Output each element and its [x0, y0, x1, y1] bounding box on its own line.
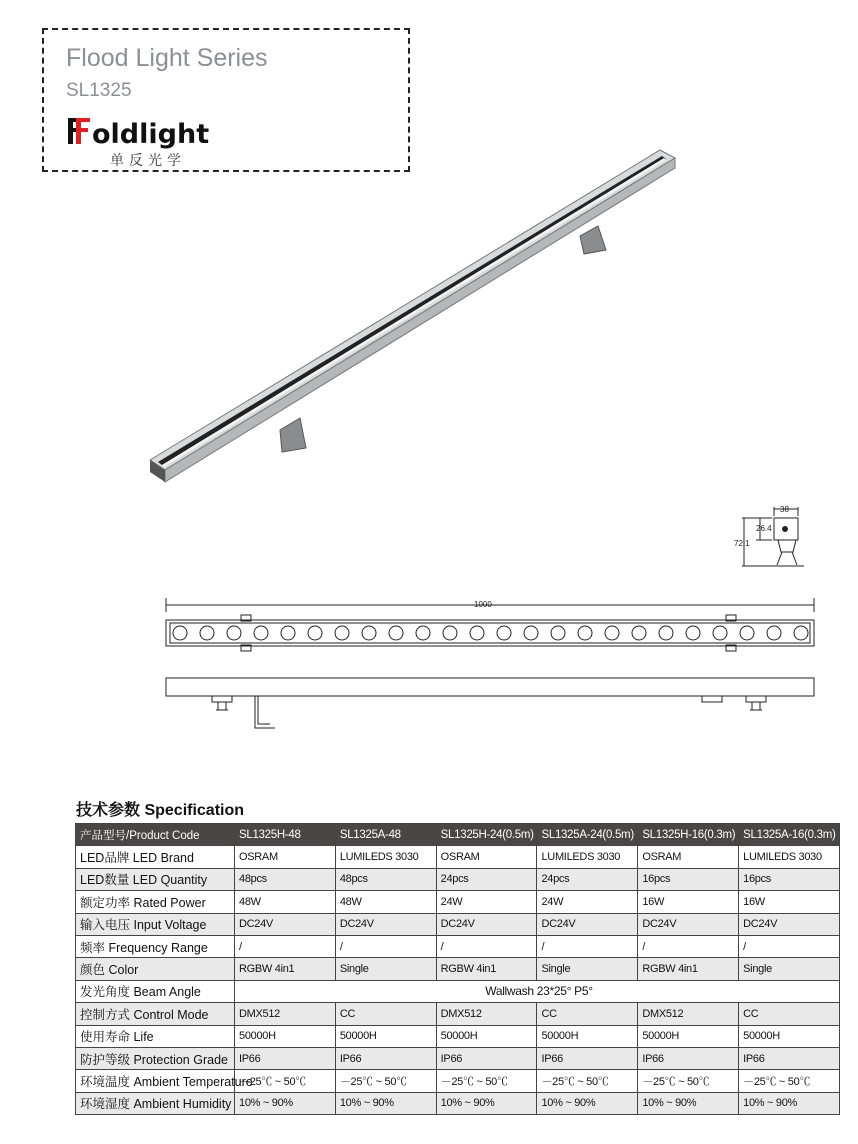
table-row — [76, 913, 840, 935]
value-cell: IP66 — [638, 1047, 739, 1069]
value-cell: / — [739, 935, 840, 957]
led-circle — [659, 626, 673, 640]
value-cell: 24W — [537, 891, 638, 913]
value-cell: 48W — [235, 891, 336, 913]
value-cell: IP66 — [335, 1047, 436, 1069]
value-cell: 16W — [739, 891, 840, 913]
value-cell: RGBW 4in1 — [638, 958, 739, 980]
model-code: SL1325 — [66, 80, 132, 101]
value-cell: 50000H — [436, 1025, 537, 1047]
value-cell: －25℃ ~ 50℃ — [335, 1070, 436, 1092]
value-cell: DC24V — [739, 913, 840, 935]
model-code-cell: SL1325A-24(0.5m) — [537, 824, 638, 846]
led-circle — [740, 626, 754, 640]
value-cell: / — [638, 935, 739, 957]
value-cell: OSRAM — [436, 846, 537, 868]
led-circle — [443, 626, 457, 640]
row-label: 额定功率 Rated Power — [76, 891, 235, 913]
led-circle — [254, 626, 268, 640]
logo-chinese: 单反光学 — [110, 152, 186, 168]
value-cell: 48pcs — [235, 868, 336, 890]
value-cell: DC24V — [235, 913, 336, 935]
led-circle — [686, 626, 700, 640]
model-code-cell: SL1325H-24(0.5m) — [436, 824, 537, 846]
row-label: 频率 Frequency Range — [76, 935, 235, 957]
row-label: 防护等级 Protection Grade — [76, 1047, 235, 1069]
value-cell: / — [436, 935, 537, 957]
row-label: 发光角度 Beam Angle — [76, 980, 235, 1002]
led-circle — [524, 626, 538, 640]
table-row — [76, 1025, 840, 1047]
value-cell: －25℃ ~ 50℃ — [537, 1070, 638, 1092]
led-circle — [227, 626, 241, 640]
value-cell: IP66 — [537, 1047, 638, 1069]
value-cell: 24pcs — [537, 868, 638, 890]
led-circle — [200, 626, 214, 640]
row-label: LED数量 LED Quantity — [76, 868, 235, 890]
product-render — [150, 150, 675, 482]
value-cell: 50000H — [335, 1025, 436, 1047]
value-cell: OSRAM — [638, 846, 739, 868]
led-circle — [632, 626, 646, 640]
table-header-row — [76, 824, 840, 846]
value-cell: 50000H — [638, 1025, 739, 1047]
led-circle — [470, 626, 484, 640]
value-cell: 50000H — [235, 1025, 336, 1047]
model-code-cell: SL1325A-16(0.3m) — [739, 824, 840, 846]
value-cell: CC — [335, 1003, 436, 1025]
value-cell: DC24V — [638, 913, 739, 935]
value-cell: 10% ~ 90% — [537, 1092, 638, 1114]
led-circle — [173, 626, 187, 640]
front-view-drawing — [166, 598, 814, 651]
led-circle — [605, 626, 619, 640]
value-cell: / — [335, 935, 436, 957]
value-cell: LUMILEDS 3030 — [739, 846, 840, 868]
table-row — [76, 1047, 840, 1069]
value-cell: 10% ~ 90% — [436, 1092, 537, 1114]
led-circle — [578, 626, 592, 640]
table-row — [76, 1003, 840, 1025]
table-row — [76, 935, 840, 957]
value-cell: DMX512 — [638, 1003, 739, 1025]
series-title: Flood Light Series — [66, 44, 268, 72]
row-label: LED品牌 LED Brand — [76, 846, 235, 868]
model-code-cell: SL1325H-48 — [235, 824, 336, 846]
value-cell: Single — [335, 958, 436, 980]
led-circle — [389, 626, 403, 640]
led-circle — [497, 626, 511, 640]
row-label: 环境湿度 Ambient Humidity — [76, 1092, 235, 1114]
value-cell: 10% ~ 90% — [739, 1092, 840, 1114]
value-cell: 24W — [436, 891, 537, 913]
value-cell: Single — [739, 958, 840, 980]
value-cell: DC24V — [537, 913, 638, 935]
row-label: 使用寿命 Life — [76, 1025, 235, 1047]
value-cell: Single — [537, 958, 638, 980]
row-label: 控制方式 Control Mode — [76, 1003, 235, 1025]
value-cell: CC — [537, 1003, 638, 1025]
row-label: 颜色 Color — [76, 958, 235, 980]
header-label: 产品型号/Product Code — [76, 824, 235, 846]
value-cell: DMX512 — [235, 1003, 336, 1025]
led-circle — [335, 626, 349, 640]
value-cell: CC — [739, 1003, 840, 1025]
svg-text:oldlight: oldlight — [92, 119, 210, 150]
led-circle — [794, 626, 808, 640]
value-cell: OSRAM — [235, 846, 336, 868]
table-row — [76, 846, 840, 868]
table-row — [76, 891, 840, 913]
row-label: 输入电压 Input Voltage — [76, 913, 235, 935]
value-cell: IP66 — [235, 1047, 336, 1069]
svg-text:26.4: 26.4 — [756, 524, 772, 533]
value-cell: 16pcs — [638, 868, 739, 890]
value-cell: －25℃ ~ 50℃ — [739, 1070, 840, 1092]
value-cell: 10% ~ 90% — [335, 1092, 436, 1114]
table-row — [76, 980, 840, 1002]
value-cell: －25℃ ~ 50℃ — [436, 1070, 537, 1092]
value-cell: DC24V — [335, 913, 436, 935]
value-cell: －25℃ ~ 50℃ — [638, 1070, 739, 1092]
value-cell: DMX512 — [436, 1003, 537, 1025]
spec-title: 技术参数 Specification — [76, 802, 245, 819]
value-cell: IP66 — [739, 1047, 840, 1069]
table-row — [76, 1070, 840, 1092]
value-cell: 50000H — [739, 1025, 840, 1047]
led-circle — [767, 626, 781, 640]
merged-value-cell: Wallwash 23*25° P5° — [235, 980, 840, 1002]
led-circle — [551, 626, 565, 640]
svg-text:72.1: 72.1 — [734, 539, 750, 548]
value-cell: 48W — [335, 891, 436, 913]
table-row — [76, 958, 840, 980]
value-cell: RGBW 4in1 — [235, 958, 336, 980]
value-cell: 50000H — [537, 1025, 638, 1047]
svg-text:38: 38 — [780, 505, 789, 514]
value-cell: LUMILEDS 3030 — [335, 846, 436, 868]
value-cell: －25℃ ~ 50℃ — [235, 1070, 336, 1092]
value-cell: 48pcs — [335, 868, 436, 890]
value-cell: LUMILEDS 3030 — [537, 846, 638, 868]
model-code-cell: SL1325A-48 — [335, 824, 436, 846]
led-circle — [281, 626, 295, 640]
model-code-cell: SL1325H-16(0.3m) — [638, 824, 739, 846]
table-row — [76, 868, 840, 890]
table-row — [76, 1092, 840, 1114]
value-cell: 10% ~ 90% — [638, 1092, 739, 1114]
row-label: 环境温度 Ambient Temperature — [76, 1070, 235, 1092]
value-cell: / — [235, 935, 336, 957]
value-cell: IP66 — [436, 1047, 537, 1069]
led-circle — [362, 626, 376, 640]
value-cell: / — [537, 935, 638, 957]
led-circle — [416, 626, 430, 640]
value-cell: 16pcs — [739, 868, 840, 890]
value-cell: 24pcs — [436, 868, 537, 890]
svg-text:1000: 1000 — [474, 600, 492, 609]
value-cell: RGBW 4in1 — [436, 958, 537, 980]
value-cell: 10% ~ 90% — [235, 1092, 336, 1114]
led-circle — [308, 626, 322, 640]
side-view-drawing — [166, 678, 814, 728]
value-cell: DC24V — [436, 913, 537, 935]
value-cell: 16W — [638, 891, 739, 913]
spec-table — [75, 823, 840, 1115]
section-drawing — [734, 505, 804, 566]
led-circle — [713, 626, 727, 640]
